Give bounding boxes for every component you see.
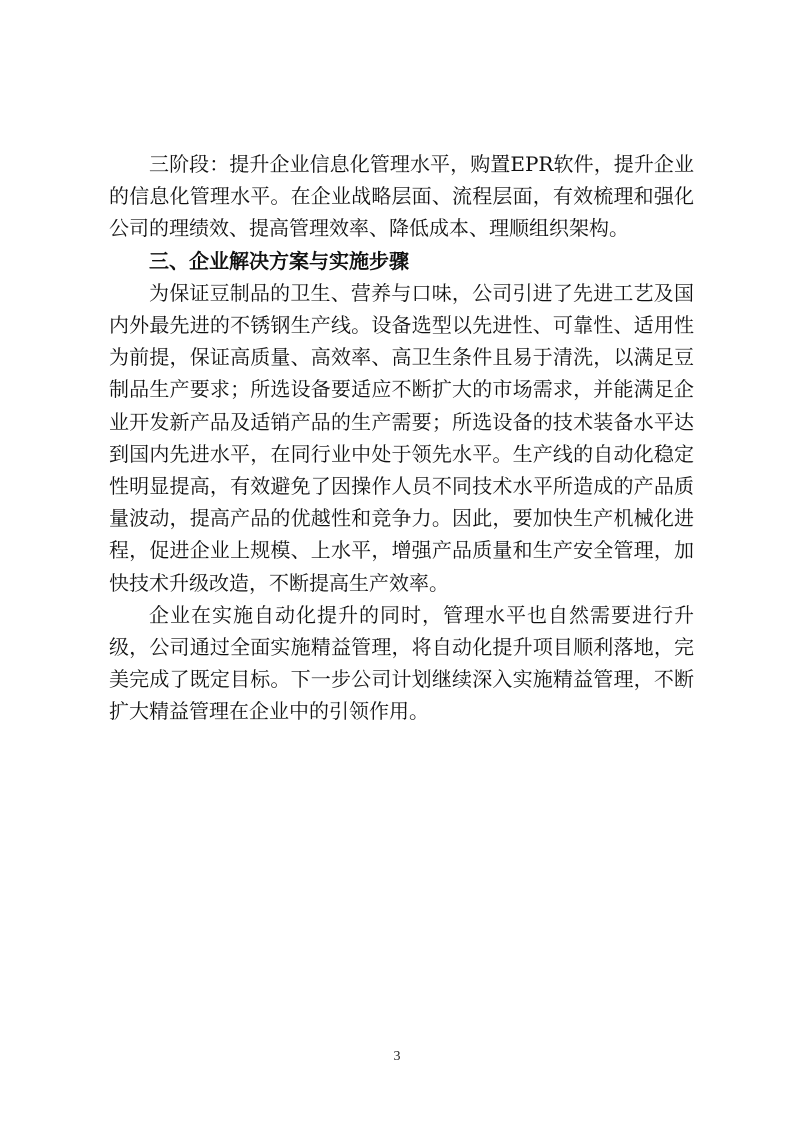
paragraph-management: 企业在实施自动化提升的同时，管理水平也自然需要进行升级，公司通过全面实施精益管理，将自动化提升项目顺利落地，完美完成了既定目标。下一步公司计划继续深入实施精益管理，不断扩大精益管理在企业中的引领作用。 [109,602,694,724]
paragraph-stage-three: 三阶段：提升企业信息化管理水平，购置EPR软件，提升企业的信息化管理水平。在企业战略层面、流程层面，有效梳理和强化公司的理绩效、提高管理效率、降低成本、理顺组织架构。 [109,152,694,241]
paragraph-equipment: 为保证豆制品的卫生、营养与口味，公司引进了先进工艺及国内外最先进的不锈钢生产线。设备选型以先进性、可靠性、适用性为前提，保证高质量、高效率、高卫生条件且易于清洗，以满足豆制品生产要求；所选设备要适应不断扩大的市场需求，并能满足企业开发新产品及适销产品的生产需要；所选设备的技术装备水平达到国内先进水平，在同行业中处于领先水平。生产线的自动化稳定性明显提高，有效避免了因操作人员不同技术水平所造成的产品质量波动，提高产品的优越性和竞争力。因此，要加快生产机械化进程，促进企业上规模、上水平，增强产品质量和生产安全管理，加快技术升级改造，不断提高生产效率。 [109,280,694,595]
page-number: 3 [393,1049,401,1064]
section-heading: 三、企业解决方案与实施步骤 [149,248,409,273]
body-text [109,148,694,728]
